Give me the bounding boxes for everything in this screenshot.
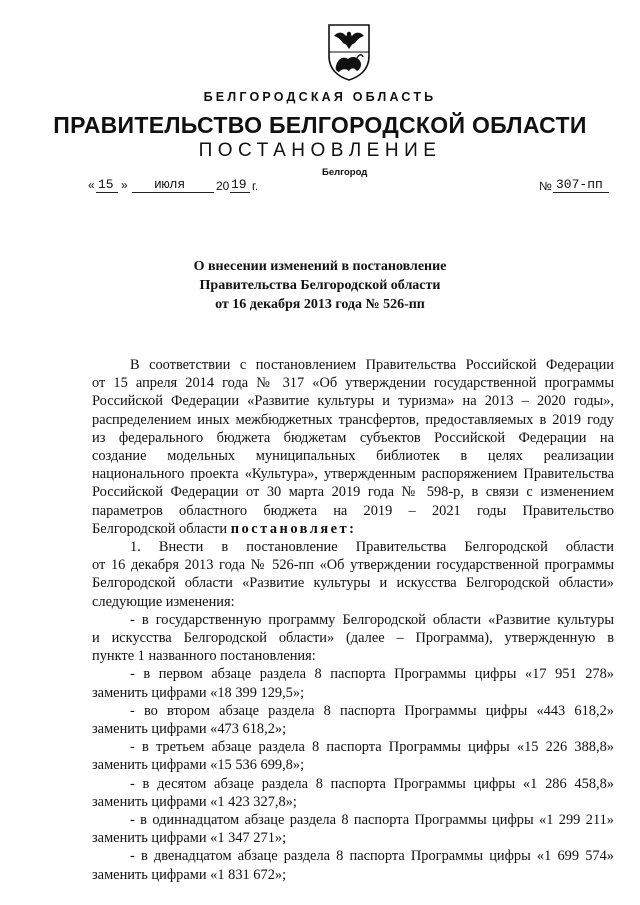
day-underline <box>96 192 118 193</box>
document-body <box>92 356 614 884</box>
date-close-quote: » <box>121 178 128 192</box>
document-number: 307-пп <box>556 177 603 192</box>
title-line: Правительства Белгородской области <box>199 278 441 293</box>
amendment-line: заменить цифрами «473 618,2»; <box>92 721 287 738</box>
body-line: от 15 апреля 2014 года № 317 «Об утверждении государственной программы <box>92 375 614 392</box>
date-year-suffix: 19 <box>231 177 247 192</box>
year-underline <box>230 192 250 193</box>
body-line: 1. Внести в постановление Правительства Белгородской области <box>130 539 614 556</box>
city-name: Белгород <box>322 167 368 178</box>
number-label: № <box>539 179 552 193</box>
date-month: июля <box>154 177 186 192</box>
amendment-line: заменить цифрами «15 536 699,8»; <box>92 757 305 774</box>
month-underline <box>132 192 214 193</box>
body-line: и искусства Белгородской области» (далее – Программа), утвержденную в <box>92 630 614 647</box>
amendment-line: - во втором абзаце раздела 8 паспорта Программы цифры «443 618,2» <box>130 702 614 719</box>
amendment-line: заменить цифрами «18 399 129,5»; <box>92 684 305 701</box>
date-day: 15 <box>98 177 114 192</box>
date-year-prefix: 20 <box>216 179 230 193</box>
document-type: ПОСТАНОВЛЕНИЕ <box>198 140 442 161</box>
date-open-quote: « <box>88 178 95 192</box>
body-line: - в государственную программу Белгородской области «Развитие культуры <box>130 611 614 628</box>
body-line: следующие изменения: <box>92 593 235 610</box>
body-line: создание модельных муниципальных библиотек в целях реализации <box>92 448 614 465</box>
resolves-word: постановляет: <box>230 520 357 537</box>
date-year-unit: г. <box>252 179 259 193</box>
coat-of-arms-icon <box>326 22 372 82</box>
body-line: Белгородской области «Развитие культуры и искусства Белгородской области» <box>92 575 614 592</box>
body-text: Белгородской области <box>92 520 228 537</box>
body-line: пункте 1 названного постановления: <box>92 648 316 665</box>
body-line: Российской Федерации «Развитие культуры и туризма» на 2013 – 2020 годы», <box>92 393 614 410</box>
amendment-line: заменить цифрами «1 347 271»; <box>92 830 287 847</box>
body-line: параметров областного бюджета на 2019 – 2021 годы Правительство <box>92 502 614 519</box>
document-title <box>0 257 640 314</box>
amendment-line: - в первом абзаце раздела 8 паспорта Программы цифры «17 951 278» <box>130 666 614 683</box>
body-line: распределением иных межбюджетных трансфертов, предоставляемых в 2019 году <box>92 411 614 428</box>
title-line: от 16 декабря 2013 года № 526-пп <box>215 297 425 312</box>
amendment-line: - в десятом абзаце раздела 8 паспорта Программы цифры «1 286 458,8» <box>130 775 614 792</box>
region-name: БЕЛГОРОДСКАЯ ОБЛАСТЬ <box>203 90 437 104</box>
amendment-line: - в одиннадцатом абзаце раздела 8 паспорта Программы цифры «1 299 211» <box>130 812 614 829</box>
body-line: из федерального бюджета бюджетам субъектов Российской Федерации на <box>92 429 614 446</box>
body-line: национального проекта «Культура», утвержденным распоряжением Правительства <box>92 466 614 483</box>
amendment-line: заменить цифрами «1 831 672»; <box>92 866 287 883</box>
amendment-line: - в третьем абзаце раздела 8 паспорта Программы цифры «15 226 388,8» <box>130 739 614 756</box>
body-line: В соответствии с постановлением Правительства Российской Федерации <box>130 357 614 373</box>
body-line <box>92 520 614 538</box>
amendment-line: - в двенадцатом абзаце раздела 8 паспорта Программы цифры «1 699 574» <box>130 848 614 865</box>
title-line: О внесении изменений в постановление <box>193 259 447 274</box>
body-line: Российской Федерации от 30 марта 2019 года № 598-р, в связи с изменением <box>92 484 614 501</box>
amendment-line: заменить цифрами «1 423 327,8»; <box>92 793 297 810</box>
number-underline <box>553 192 609 193</box>
government-name: ПРАВИТЕЛЬСТВО БЕЛГОРОДСКОЙ ОБЛАСТИ <box>53 112 587 138</box>
body-line: от 16 декабря 2013 года № 526-пп «Об утверждении государственной программы <box>92 557 614 574</box>
dateline <box>88 176 608 196</box>
